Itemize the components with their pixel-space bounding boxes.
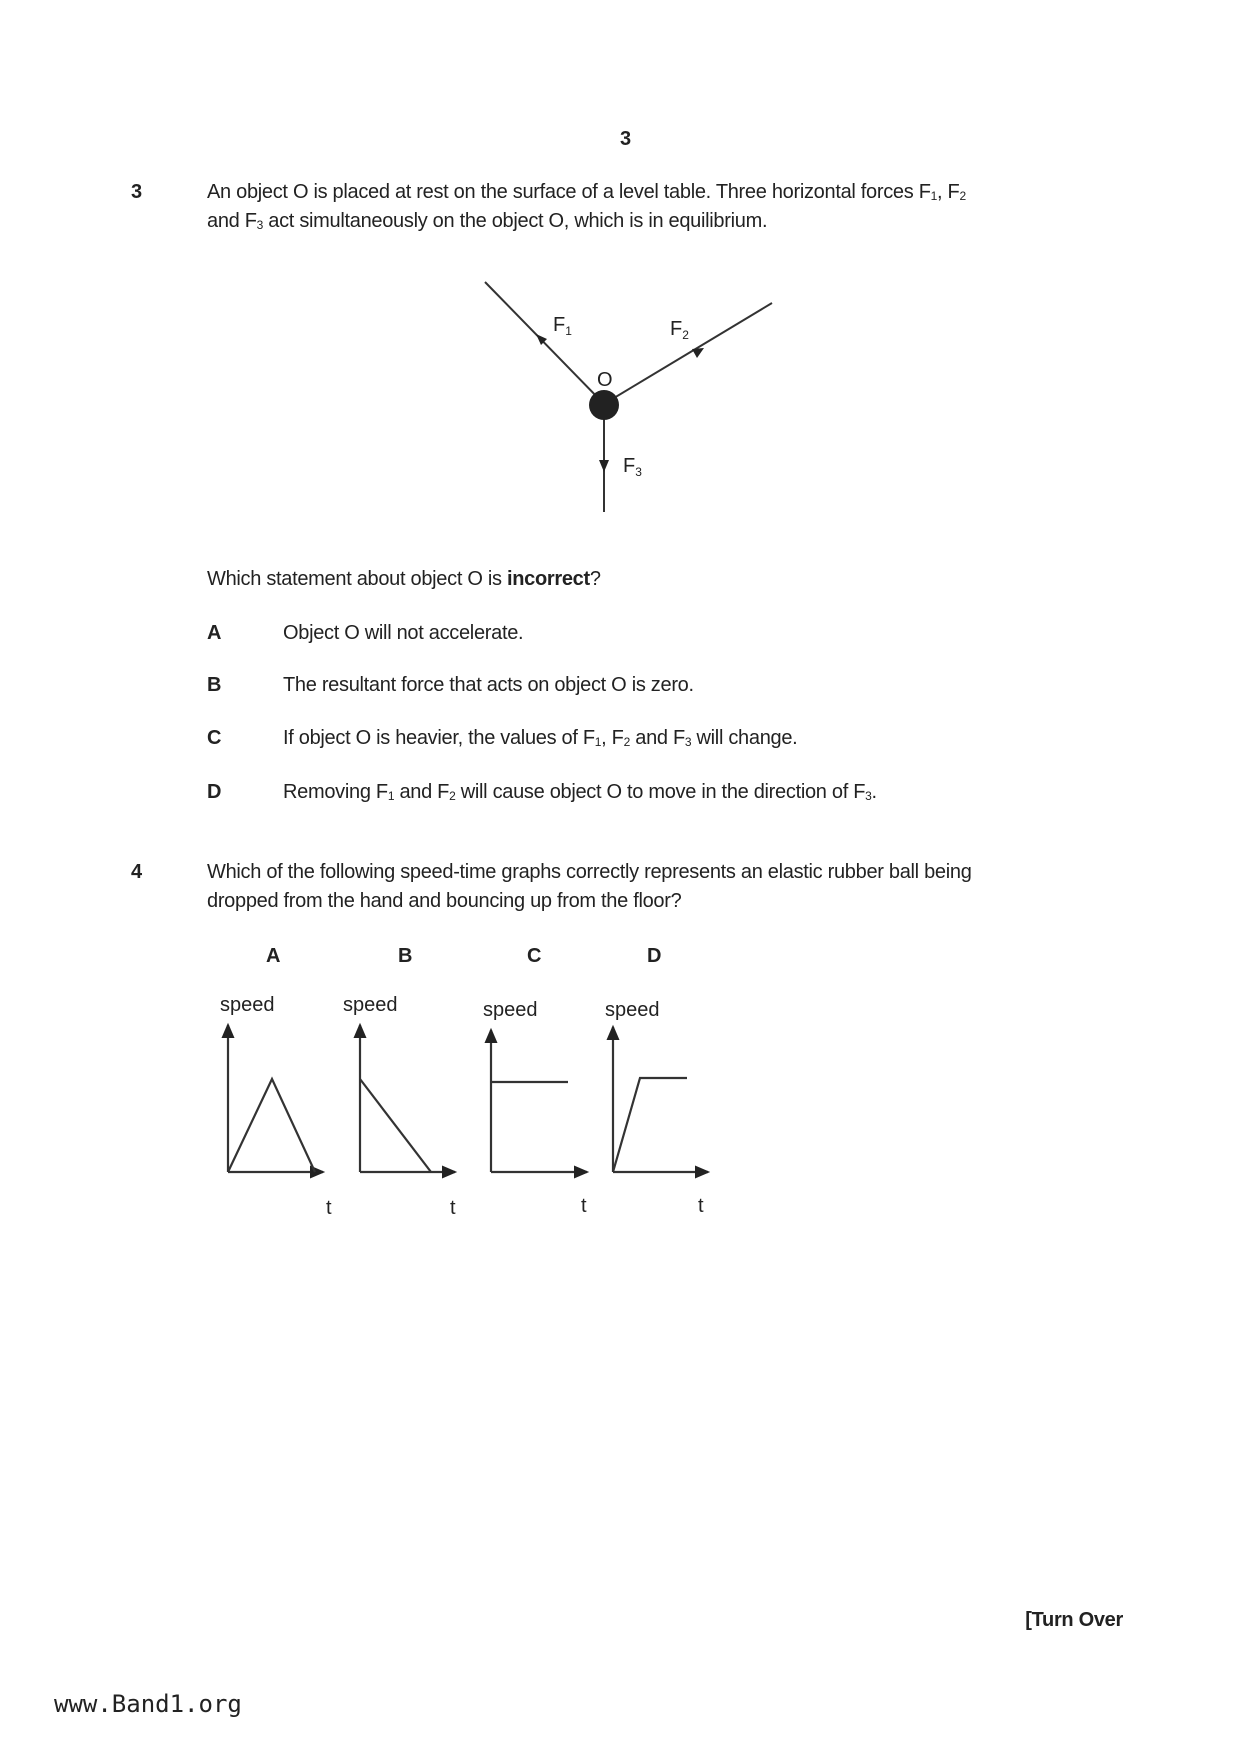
sub: 2 <box>959 189 966 203</box>
graph-b-xlabel: t <box>450 1197 456 1219</box>
f1-line <box>485 282 604 404</box>
sub: 2 <box>682 328 689 342</box>
f: F <box>670 318 683 340</box>
graph-b-ylabel: speed <box>343 994 398 1016</box>
force-diagram <box>0 0 1239 560</box>
speed-time-graphs <box>0 930 1239 1230</box>
text: and F <box>207 210 257 232</box>
graph-d-xlabel: t <box>698 1195 704 1217</box>
t: and F <box>394 781 450 803</box>
t: If object O is heavier, the values of F <box>283 727 595 749</box>
label-f1 <box>553 314 572 338</box>
label-o: O <box>597 369 613 391</box>
page-number: 3 <box>620 128 632 150</box>
option-b-letter: B <box>207 674 222 696</box>
option-d-text <box>283 781 877 804</box>
label-f3 <box>623 455 642 479</box>
graph-a-letter: A <box>266 945 281 967</box>
question-3-prompt <box>207 568 601 591</box>
option-c-text <box>283 727 797 750</box>
graph-c-xlabel: t <box>581 1195 587 1217</box>
f3-arrowhead <box>599 460 609 472</box>
graph-d <box>613 1027 708 1172</box>
question-4-number: 4 <box>131 861 143 883</box>
f2-arrowhead <box>692 348 704 358</box>
f: F <box>553 314 566 336</box>
graph-a <box>228 1025 323 1172</box>
object-o <box>589 390 619 420</box>
option-c-letter: C <box>207 727 222 749</box>
question-4-line-2: dropped from the hand and bouncing up from the floor? <box>207 890 682 912</box>
sub: 3 <box>865 789 872 803</box>
option-b-text: The resultant force that acts on object O is zero. <box>283 674 694 696</box>
graph-b <box>360 1025 455 1172</box>
graph-line <box>228 1079 315 1172</box>
t: . <box>871 781 877 803</box>
option-a-text: Object O will not accelerate. <box>283 622 524 644</box>
graph-c <box>491 1030 587 1172</box>
text: Which statement about object O is <box>207 568 507 590</box>
t: and F <box>629 727 685 749</box>
sub: 3 <box>684 735 692 749</box>
text: ? <box>589 568 601 590</box>
option-a-letter: A <box>207 622 222 644</box>
question-3-number: 3 <box>131 181 143 203</box>
graph-b-letter: B <box>398 945 413 967</box>
sub: 1 <box>930 189 938 203</box>
label-f2 <box>670 318 689 342</box>
question-4-line-1: Which of the following speed-time graphs correctly represents an elastic rubber ball being <box>207 861 972 883</box>
emphasis: incorrect <box>506 568 590 590</box>
graph-line <box>613 1078 687 1172</box>
sub: 1 <box>387 789 395 803</box>
graph-a-xlabel: t <box>326 1197 332 1219</box>
graph-d-ylabel: speed <box>605 999 660 1021</box>
text: An object O is placed at rest on the surface of a level table. Three horizontal forces F <box>207 181 931 203</box>
graph-line <box>360 1079 431 1172</box>
sub: 2 <box>449 789 456 803</box>
graph-c-ylabel: speed <box>483 999 538 1021</box>
turn-over-label: [Turn Over <box>1025 1609 1123 1631</box>
graph-a-ylabel: speed <box>220 994 275 1016</box>
text: act simultaneously on the object O, which is in equilibrium. <box>263 210 768 232</box>
sub: 3 <box>256 218 264 232</box>
question-3-line-1: An object O is placed at rest on the surface of a level table. Three horizontal forces $F_1$, $F_2$ <box>207 181 966 203</box>
sub: 2 <box>623 735 630 749</box>
t: will cause object O to move in the direction of F <box>455 781 866 803</box>
graph-d-letter: D <box>647 945 662 967</box>
sub: 3 <box>635 465 642 479</box>
option-d-letter: D <box>207 781 222 803</box>
t: Removing F <box>283 781 388 803</box>
f: F <box>623 455 636 477</box>
graph-c-letter: C <box>527 945 542 967</box>
f2-line <box>604 303 772 404</box>
website-watermark: www.Band1.org <box>54 1690 242 1718</box>
t: will change. <box>691 727 798 749</box>
sub: 1 <box>594 735 602 749</box>
sub: 1 <box>565 324 572 338</box>
t: , F <box>601 727 624 749</box>
